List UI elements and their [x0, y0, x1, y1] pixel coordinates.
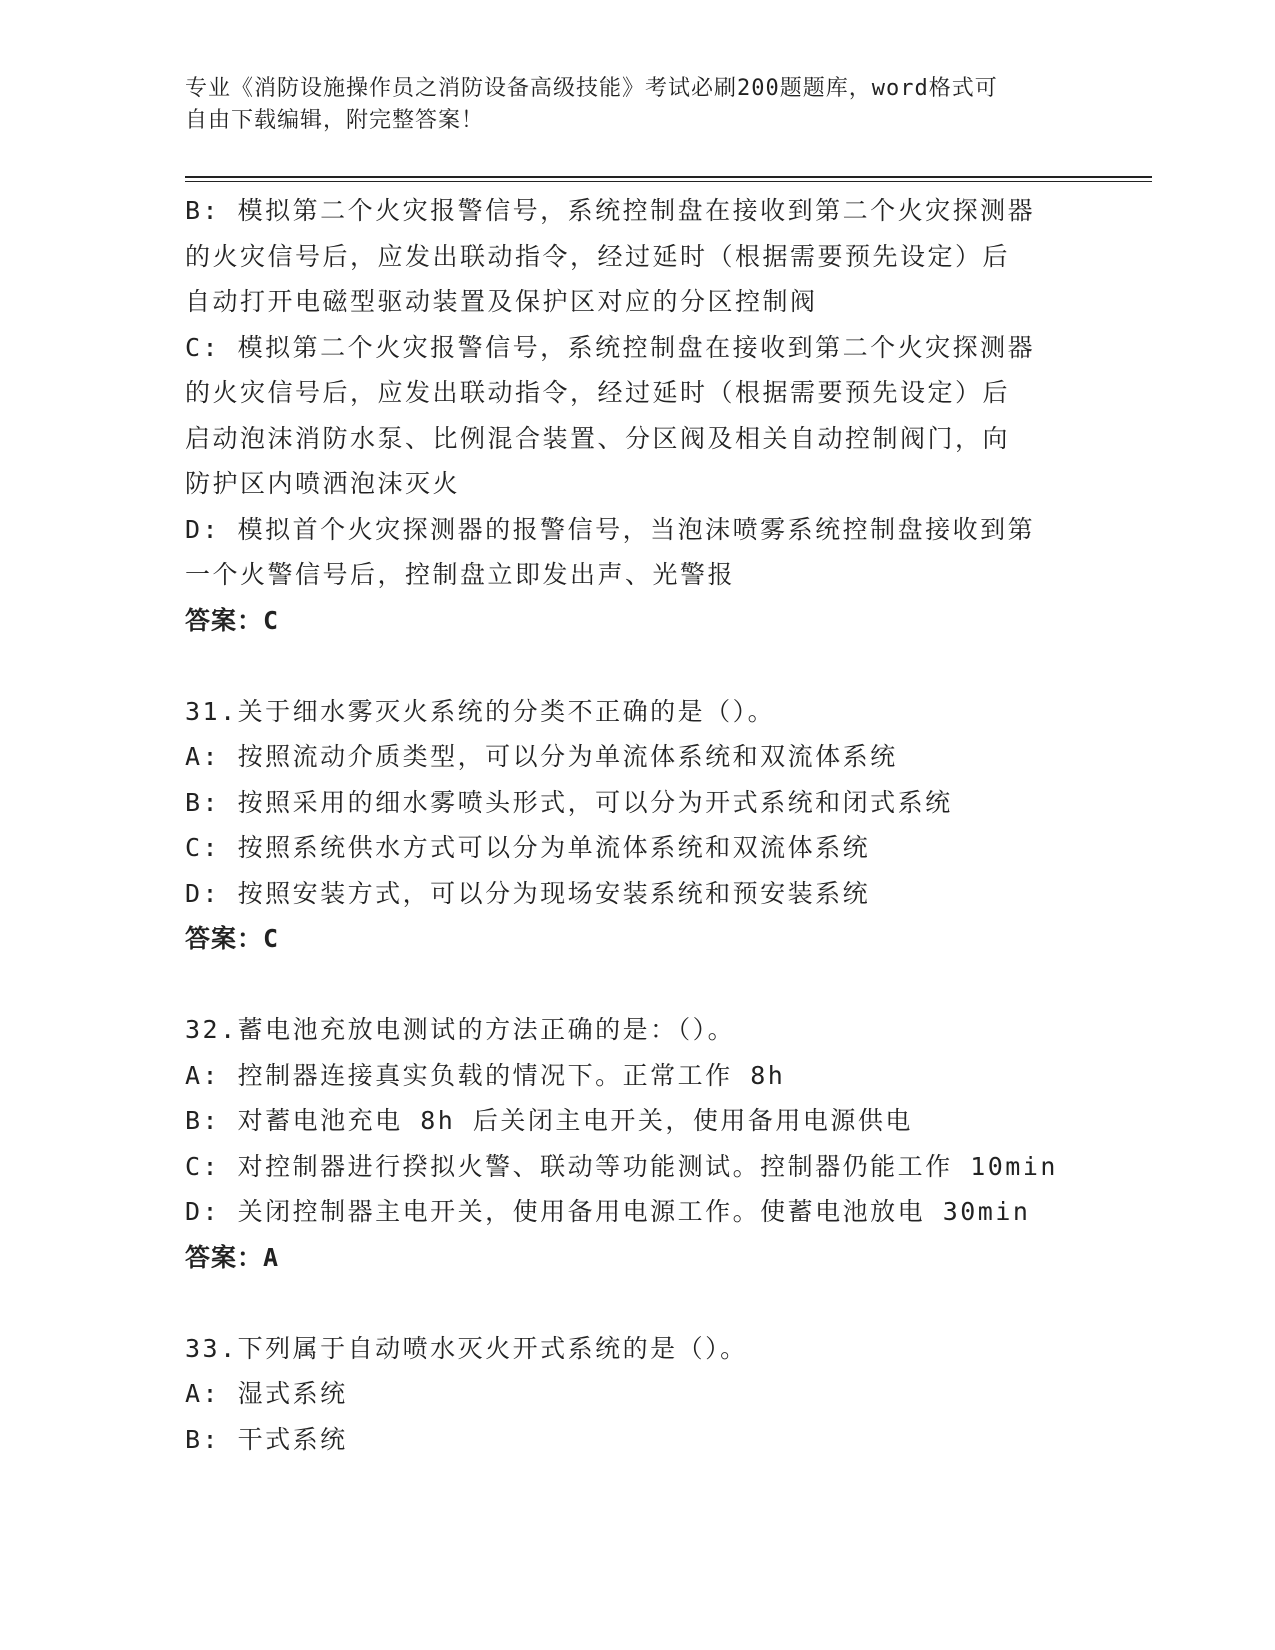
question-33-option-a: A: 湿式系统	[185, 1379, 348, 1408]
question-32-text: 32.蓄电池充放电测试的方法正确的是：（）。	[185, 1015, 736, 1044]
question-31-text: 31.关于细水雾灭火系统的分类不正确的是（）。	[185, 696, 776, 726]
question-33-text: 33.下列属于自动喷水灭火开式系统的是（）。	[185, 1333, 748, 1363]
header-line-2: 自由下载编辑，附完整答案！	[185, 108, 485, 133]
option-line: 启动泡沫消防水泵、比例混合装置、分区阀及相关自动控制阀门，向	[185, 423, 1011, 453]
header-divider-thick	[185, 176, 1152, 178]
question-30-option-d	[185, 507, 1105, 598]
option-line: C: 模拟第二个火灾报警信号，系统控制盘在接收到第二个火灾探测器	[185, 332, 1036, 362]
question-30-option-b	[185, 188, 1105, 325]
question-32-option-b: B: 对蓄电池充电 8h 后关闭主电开关，使用备用电源供电	[185, 1106, 913, 1135]
question-30-answer: 答案：C	[185, 605, 280, 635]
option-line: 一个火警信号后，控制盘立即发出声、光警报	[185, 560, 736, 589]
option-line: 的火灾信号后，应发出联动指令，经过延时（根据需要预先设定）后	[185, 378, 1011, 407]
header-divider-thin	[185, 181, 1152, 182]
header-line-1: 专业《消防设施操作员之消防设备高级技能》考试必刷200题题库，word格式可	[185, 76, 998, 101]
document-body	[185, 188, 1105, 1462]
question-33-option-b: B: 干式系统	[185, 1424, 348, 1454]
option-line: 自动打开电磁型驱动装置及保护区对应的分区控制阀	[185, 287, 818, 316]
spacer	[185, 962, 1105, 1008]
question-32-option-a: A: 控制器连接真实负载的情况下。正常工作 8h	[185, 1060, 786, 1090]
spacer	[185, 1280, 1105, 1326]
spacer	[185, 643, 1105, 689]
question-32-answer: 答案：A	[185, 1242, 280, 1272]
option-line: 防护区内喷洒泡沫灭火	[185, 469, 461, 498]
question-31-option-a: A: 按照流动介质类型，可以分为单流体系统和双流体系统	[185, 742, 898, 771]
question-30-option-c	[185, 325, 1105, 507]
question-31-option-d: D: 按照安装方式，可以分为现场安装系统和预安装系统	[185, 878, 871, 908]
document-header	[185, 73, 1065, 137]
question-31-option-c: C: 按照系统供水方式可以分为单流体系统和双流体系统	[185, 833, 871, 862]
option-line: D: 模拟首个火灾探测器的报警信号，当泡沫喷雾系统控制盘接收到第	[185, 514, 1036, 544]
question-31-answer: 答案：C	[185, 924, 280, 953]
option-line: 的火灾信号后，应发出联动指令，经过延时（根据需要预先设定）后	[185, 241, 1011, 271]
question-32-option-c: C: 对控制器进行揆拟火警、联动等功能测试。控制器仍能工作 10min	[185, 1151, 1058, 1181]
question-31-option-b: B: 按照采用的细水雾喷头形式，可以分为开式系统和闭式系统	[185, 787, 953, 817]
option-line: B: 模拟第二个火灾报警信号，系统控制盘在接收到第二个火灾探测器	[185, 196, 1036, 225]
question-32-option-d: D: 关闭控制器主电开关，使用备用电源工作。使蓄电池放电 30min	[185, 1197, 1031, 1226]
